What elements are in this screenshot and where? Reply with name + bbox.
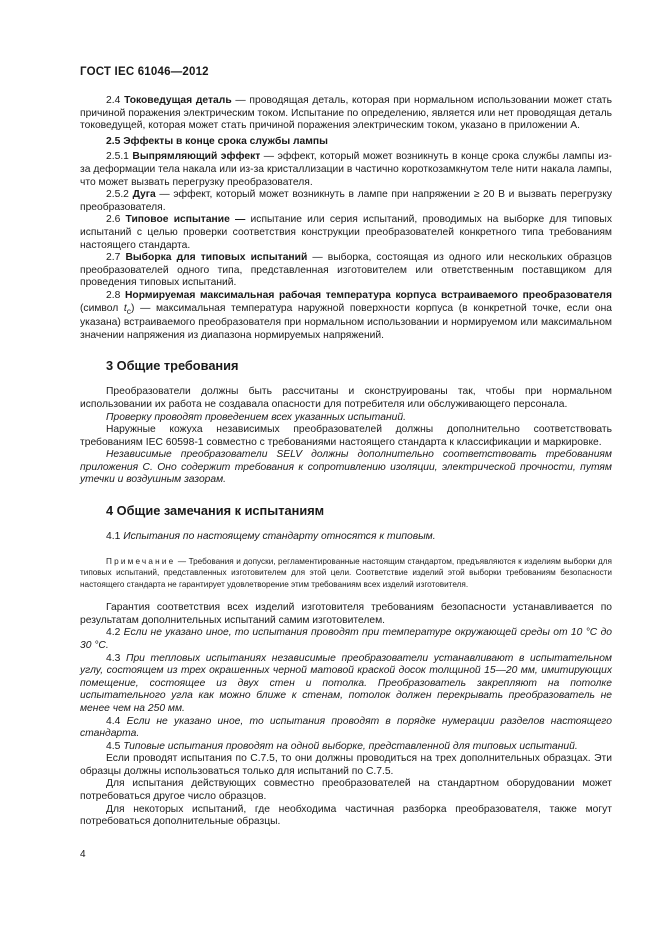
clause-number: 2.5 <box>106 135 121 147</box>
clause-number: 4.4 <box>106 715 121 727</box>
clause-number: 4.5 <box>106 740 121 752</box>
definition-part: ) — максимальная температура наружной поверхности корпуса (в конкретной точке, если она указана) встраиваемого преобразователя при нормальном использовании и нормируемом или максимальном значении напряжения из диапазона нормируемых напряжений. <box>80 302 613 341</box>
section-4-paragraph: Гарантия соответствия всех изделий изготовителя требованиям безопасности устанавливается по результатам дополнительных испытаний самим изготовителем. <box>80 602 612 626</box>
section-3-paragraph: Преобразователи должны быть рассчитаны и сконструированы так, чтобы при нормальном использовании их работа не создавала опасности для потребителя или обслуживающего персонала. <box>80 386 612 410</box>
section-4-title: 4 Общие замечания к испытаниям <box>106 503 325 519</box>
clause-text: Типовые испытания проводят на одной выборке, представленной для типовых испытаний. <box>123 740 578 752</box>
clause-number: 4.2 <box>106 627 121 639</box>
clause-text: Испытания по настоящему стандарту относятся к типовым. <box>123 531 436 543</box>
document-header: ГОСТ IEC 61046—2012 <box>80 66 209 78</box>
clause-number: 2.7 <box>106 252 121 264</box>
page-number: 4 <box>80 849 86 860</box>
symbol-subscript: c <box>126 305 132 316</box>
definition: испытание или серия испытаний, проводимых на выборке для типовых испытаний с целью проверки соответствия конструкции преобразователей конкретного типа требованиям настоящего стандарта. <box>80 214 612 251</box>
definition: — выборка, состоящая из одного или нескольких образцов преобразователей одного типа, представленная изготовителем или ответственным поставщиком для проведения типовых испытаний. <box>80 252 613 289</box>
clause-text: Если не указано иное, то испытания проводят при температуре окружающей среды от 10 °С до 30 °С. <box>80 627 612 651</box>
term: Нормируемая максимальная рабочая температура корпуса встраиваемого преобразователя <box>124 289 612 301</box>
clause-2-4 <box>80 95 612 133</box>
clause-number: 2.8 <box>106 289 121 301</box>
clause-4-4 <box>80 716 612 741</box>
section-4-paragraph: Для некоторых испытаний, где необходима частичная разборка преобразователя, также могут потребоваться дополнительные образцы. <box>80 803 612 828</box>
clause-4-2 <box>80 627 612 652</box>
clause-title: Эффекты в конце срока службы лампы <box>123 135 328 147</box>
clause-4-5 <box>80 741 612 754</box>
term: Выборка для типовых испытаний <box>125 252 308 264</box>
section-3-paragraph: Проверку проводят проведением всех указанных испытаний. <box>106 411 406 423</box>
term: Дуга <box>132 189 156 201</box>
section-3-paragraph: Независимые преобразователи SELV должны дополнительно соответствовать требованиям приложения С. Оно содержит требования к сопротивлению изоляции, электрической прочности, путям утечки и воздушным зазорам. <box>80 449 612 486</box>
clause-number: 2.6 <box>106 214 121 226</box>
note <box>80 556 612 591</box>
clause-2-8 <box>80 290 612 342</box>
symbol: t <box>123 302 127 314</box>
clause-2-6 <box>80 214 612 252</box>
section-3-paragraph: Наружные кожуха независимых преобразователей должны дополнительно соответствовать требованиям IEC 60598-1 совместно с требованиями настоящего стандарта к классификации и маркировке. <box>80 424 612 448</box>
document-body <box>80 95 612 829</box>
definition: — эффект, который может возникнуть в лампе при напряжении ≥ 20 В и вызвать перегрузку преобразователя. <box>80 189 612 213</box>
clause-number: 4.1 <box>106 531 121 543</box>
section-4-paragraph: Если проводят испытания по С.7.5, то они должны проводиться на трех дополнительных образцах. Эти образцы должны использоваться только для испытаний по С.7.5. <box>80 753 612 777</box>
term: Типовое испытание — <box>125 214 246 226</box>
definition-part: (символ <box>80 302 124 314</box>
clause-2-5-2 <box>80 189 612 214</box>
clause-2-5-1 <box>80 151 612 189</box>
clause-number: 4.3 <box>106 652 121 664</box>
clause-number: 2.5.1 <box>106 151 129 163</box>
clause-2-7 <box>80 252 612 290</box>
section-4-paragraph: Для испытания действующих совместно преобразователей на стандартном оборудовании может потребоваться другое число образцов. <box>80 778 612 803</box>
note-label: Примечание <box>106 556 176 566</box>
definition: — эффект, который может возникнуть в конце срока службы лампы из-за деформации тела накала или из-за кристаллизации в частично короткозамкнутом теле нити накала лампы, что может вызвать перегрузку преобразователя. <box>80 151 612 188</box>
note-text: — Требования и допуски, регламентированные настоящим стандартом, предъявляются к изделиям выборки для типовых испытаний, представленных изготовителем для этой цели. Соответствие изделий этой выборки требованиям безопасности настоящего стандарта не гарантирует удовлетворение этим требованиям всех изделий изготовителя. <box>80 556 612 589</box>
clause-2-5-heading <box>80 136 612 149</box>
term: Выпрямляющий эффект <box>132 151 261 163</box>
clause-4-3 <box>80 653 612 716</box>
clause-number: 2.4 <box>106 95 121 106</box>
clause-text: Если не указано иное, то испытания проводят в порядке нумерации разделов настоящего стандарта. <box>80 715 612 740</box>
clause-4-1 <box>80 531 612 544</box>
term: Токоведущая деталь <box>124 95 232 106</box>
section-3-title: 3 Общие требования <box>106 358 239 374</box>
definition: — проводящая деталь, которая при нормальном использовании может стать причиной поражения электрическим током. Испытание по определению, является или нет проводящая деталь токоведущей, которая может стать причиной поражения электрическим током, указано в приложении А. <box>80 95 612 132</box>
clause-number: 2.5.2 <box>106 189 129 201</box>
clause-text: При тепловых испытаниях независимые преобразователи устанавливают в испытательном углу, состоящем из трех окрашенных черной матовой краской досок толщиной 15—20 мм, имитирующих помещение, состоящее из двух стен и потолка. Преобразователь закрепляют на потолке испытательного угла как можно ближе к стенам, потолок должен перекрывать преобразователь не менее чем на 250 мм. <box>80 652 612 714</box>
